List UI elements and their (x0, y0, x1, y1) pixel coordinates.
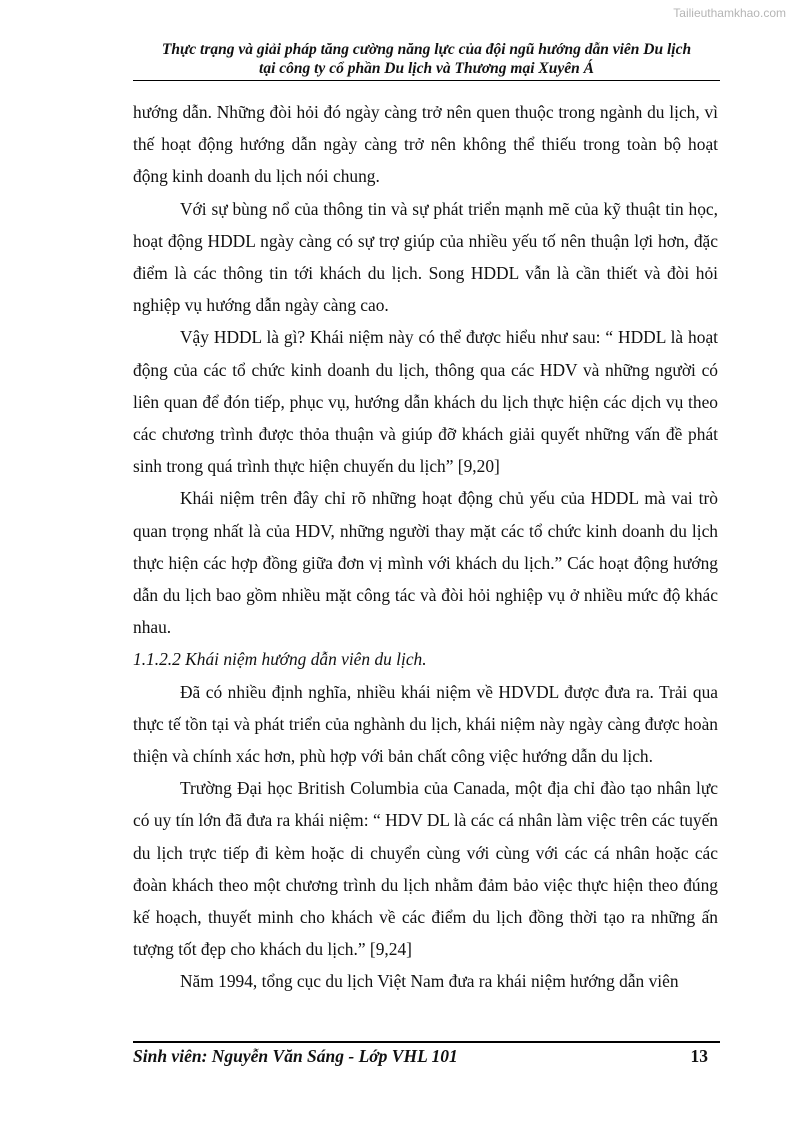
watermark: Tailieuthamkhao.com (673, 6, 786, 20)
header-title-line-2: tại công ty cổ phần Du lịch và Thương mại Xuyên Á (259, 60, 594, 77)
section-heading: 1.1.2.2 Khái niệm hướng dẫn viên du lịch. (133, 649, 427, 670)
page-footer (133, 1044, 720, 1068)
footer-divider (133, 1041, 720, 1043)
paragraph-7: Năm 1994, tổng cục du lịch Việt Nam đưa ra khái niệm hướng dẫn viên (180, 971, 679, 992)
header-title-line-1: Thực trạng và giải pháp tăng cường năng lực của đội ngũ hướng dẫn viên Du lịch (161, 41, 692, 58)
paragraph-1: hướng dẫn. Những đòi hỏi đó ngày càng trở nên quen thuộc trong ngành du lịch, vì thế hoạt động hướng dẫn ngày càng trở nên không thể thiếu trong toàn bộ hoạt động kinh doanh du lịch nói chung. (133, 102, 718, 187)
footer-author: Sinh viên: Nguyễn Văn Sáng - Lớp VHL 101 (133, 1046, 458, 1066)
header-divider (133, 80, 720, 81)
page-header (133, 40, 720, 78)
paragraph-5: Đã có nhiều định nghĩa, nhiều khái niệm về HDVDL được đưa ra. Trải qua thực tế tồn tại và phát triển của nghành du lịch, khái niệm này ngày càng được hoàn thiện và chính xác hơn, phù hợp với bản chất công việc hướng dẫn du lịch. (133, 681, 718, 767)
paragraph-6: Trường Đại học British Columbia của Canada, một địa chỉ đào tạo nhân lực có uy tín lớn đã đưa ra khái niệm: “ HDV DL là các cá nhân làm việc trên các tuyến du lịch trực tiếp đi kèm hoặc di chuyển cùng với cùng với các cá nhân hoặc các đoàn khách theo một chương trình du lịch nhằm đảm bảo việc thực hiện theo đúng kế hoạch, thuyết minh cho khách về các điểm du lịch đồng thời tạo ra những ấn tượng tốt đẹp cho khách du lịch.” [9,24] (133, 778, 718, 960)
paragraph-3: Vậy HDDL là gì? Khái niệm này có thể được hiểu như sau: “ HDDL là hoạt động của các tổ chức kinh doanh du lịch, thông qua các HDV và những người có liên quan để đón tiếp, phục vụ, hướng dẫn khách du lịch thực hiện các dịch vụ theo các chương trình được thỏa thuận và giúp đỡ khách giải quyết những vấn đề phát sinh trong quá trình thực hiện chuyến du lịch” [9,20] (133, 327, 718, 477)
document-body (133, 96, 718, 998)
paragraph-4: Khái niệm trên đây chỉ rõ những hoạt động chủ yếu của HDDL mà vai trò quan trọng nhất là của HDV, những người thay mặt các tổ chức kinh doanh du lịch thực hiện các hợp đồng giữa đơn vị mình với khách du lịch.” Các hoạt động hướng dẫn du lịch bao gồm nhiều mặt công tác và đòi hỏi nghiệp vụ ở nhiều mức độ khác nhau. (133, 488, 718, 638)
page-number: 13 (690, 1046, 708, 1066)
paragraph-2: Với sự bùng nổ của thông tin và sự phát triển mạnh mẽ của kỹ thuật tin học, hoạt động HDDL ngày càng có sự trợ giúp của nhiều yếu tố nên thuận lợi hơn, đặc điểm là các thông tin tới khách du lịch. Song HDDL vẫn là cần thiết và đòi hỏi nghiệp vụ hướng dẫn ngày càng cao. (133, 198, 718, 316)
